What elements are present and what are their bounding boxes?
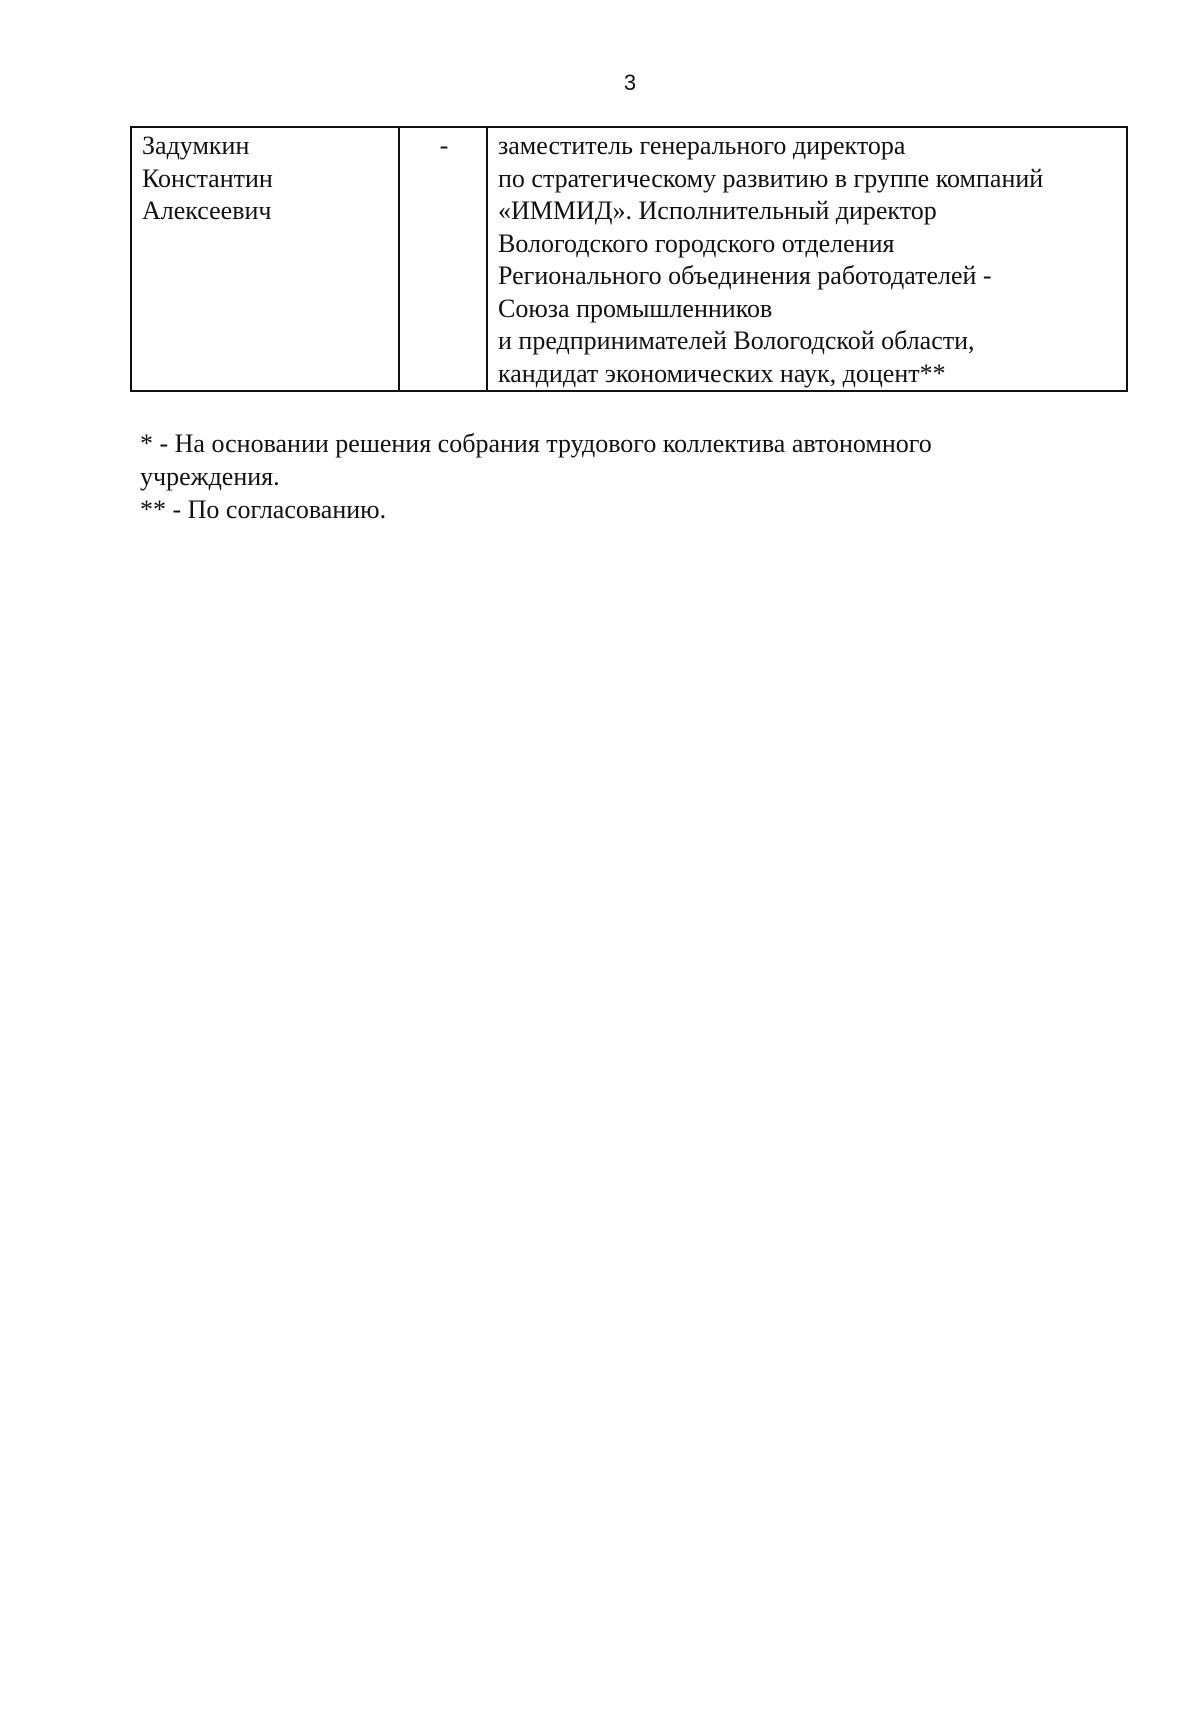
- member-table: [130, 126, 1128, 392]
- footnote-line: * - На основании решения собрания трудового коллектива автономного: [140, 429, 932, 458]
- member-last-name: Задумкин: [142, 131, 250, 160]
- footnotes: [140, 427, 1100, 526]
- position-line: и предпринимателей Вологодской области,: [498, 326, 975, 355]
- position-line: «ИММИД». Исполнительный директор: [498, 196, 937, 225]
- member-position-cell: [487, 127, 1127, 391]
- dash-cell: [399, 127, 487, 391]
- member-name-cell: [131, 127, 399, 391]
- position-line: Вологодского городского отделения: [498, 228, 895, 258]
- footnote-double-asterisk: ** - По согласованию.: [140, 495, 387, 524]
- page-number: 3: [623, 70, 637, 95]
- position-line: по стратегическому развитию в группе компаний: [498, 163, 1044, 193]
- footnote-line: учреждения.: [140, 462, 280, 491]
- position-line: кандидат экономических наук, доцент**: [498, 358, 946, 388]
- member-patronymic: Алексеевич: [142, 196, 272, 225]
- position-line: Союза промышленников: [498, 293, 773, 323]
- dash-separator: -: [439, 131, 449, 160]
- table-row: [131, 127, 1127, 391]
- member-first-name: Константин: [142, 163, 273, 193]
- footnote-single-asterisk: [140, 427, 1100, 493]
- position-line: Регионального объединения работодателей -: [498, 261, 992, 290]
- position-line: заместитель генерального директора: [498, 131, 906, 160]
